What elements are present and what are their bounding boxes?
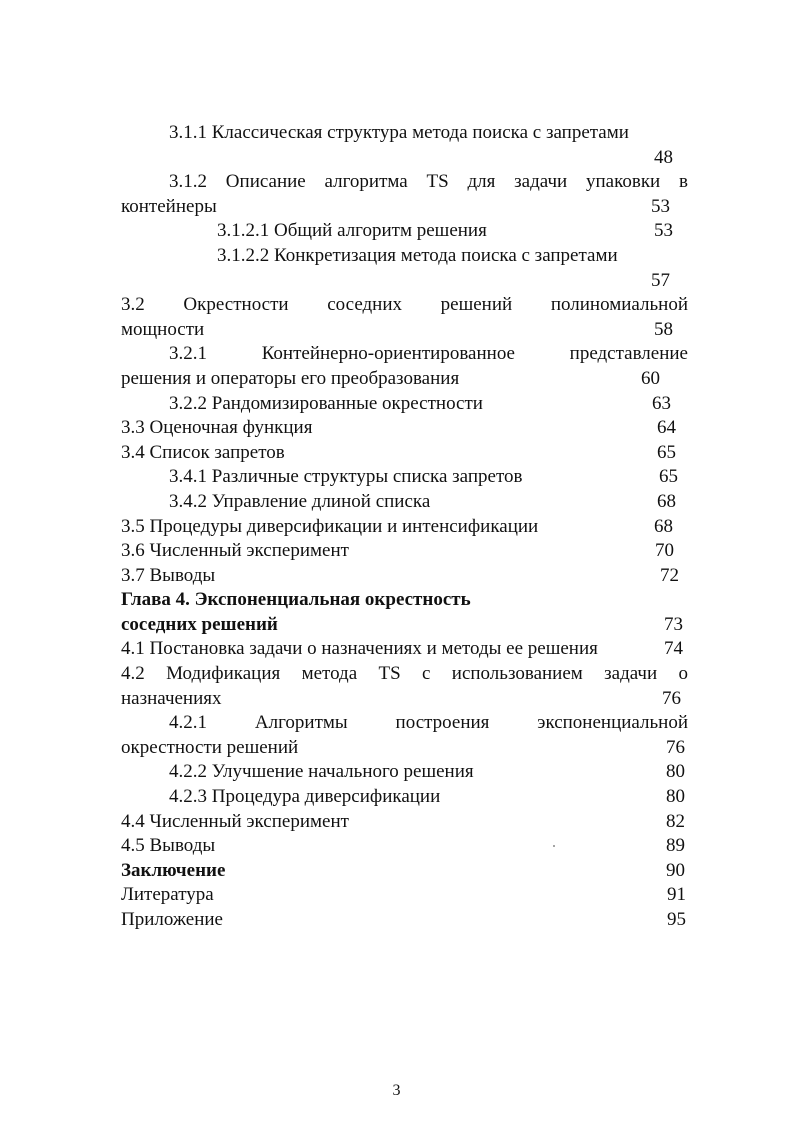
toc-entry-3-1-2-1	[121, 219, 688, 244]
toc-entry-3-6	[121, 539, 688, 564]
toc-entry-3-2-1	[121, 342, 688, 367]
toc-entry-title: 4.2 Модификация метода TS с использованием задачи о	[121, 663, 688, 685]
toc-page-number: 53	[654, 220, 673, 242]
toc-entry-3-2-cont	[121, 318, 688, 343]
toc-page-number: 48	[654, 146, 673, 168]
toc-entry-3-1-2-2-page-line	[121, 269, 688, 294]
toc-page-number: 82	[666, 810, 685, 832]
toc-page-number: 57	[651, 269, 670, 291]
toc-entry-3-1-1-page-line	[121, 146, 688, 171]
toc-entry-title-cont: окрестности решений	[121, 736, 299, 758]
toc-page-number: 64	[657, 417, 676, 439]
toc-entry-title: 4.2.3 Процедура диверсификации	[169, 786, 441, 808]
toc-entry-3-5	[121, 515, 688, 540]
toc-page-number: 72	[660, 564, 679, 586]
toc-entry-title: 3.4.1 Различные структуры списка запретов	[169, 466, 523, 488]
toc-entry-title: 3.2.1 Контейнерно-ориентированное представление	[169, 343, 688, 365]
page-number: 3	[392, 1082, 401, 1099]
toc-page-number: 68	[654, 515, 673, 537]
toc-entry-title: 3.7 Выводы	[121, 564, 216, 586]
toc-entry-title: 3.1.2 Описание алгоритма TS для задачи упаковки в	[169, 171, 688, 193]
toc-entry-3-1-2-cont	[121, 195, 688, 220]
toc-entry-4-2-2	[121, 760, 688, 785]
toc-entry-3-2-1-cont	[121, 367, 688, 392]
toc-entry-4-2-1	[121, 711, 688, 736]
scan-speck	[553, 845, 555, 847]
toc-entry-3-2	[121, 293, 688, 318]
toc-page-number: 53	[651, 195, 670, 217]
toc-entry-conclusion	[121, 859, 688, 884]
toc-entry-title: 3.5 Процедуры диверсификации и интенсификации	[121, 515, 539, 537]
toc-entry-title: Глава 4. Экспоненциальная окрестность	[121, 589, 471, 611]
toc-entry-title: Приложение	[121, 909, 223, 930]
toc-entry-title: 3.2 Окрестности соседних решений полиномиальной	[121, 294, 688, 316]
toc-page-number: 68	[657, 490, 676, 512]
toc-entry-title: Литература	[121, 884, 214, 906]
toc-page-number: 70	[655, 540, 674, 562]
toc-entry-3-1-2-2	[121, 244, 688, 269]
toc-entry-title: 4.1 Постановка задачи о назначениях и методы ее решения	[121, 638, 598, 660]
toc-entry-4-5	[121, 834, 688, 859]
toc-entry-title: 3.2.2 Рандомизированные окрестности	[169, 392, 483, 414]
toc-entry-4-1	[121, 637, 688, 662]
toc-entry-appendix	[121, 908, 688, 933]
toc-entry-title-cont: назначениях	[121, 687, 222, 709]
toc-entry-3-3	[121, 416, 688, 441]
toc-page-number: 76	[666, 736, 685, 758]
toc-entry-3-2-2	[121, 392, 688, 417]
toc-entry-title: 3.3 Оценочная функция	[121, 417, 313, 439]
toc-entry-3-7	[121, 564, 688, 589]
toc-entry-title-cont: решения и операторы его преобразования	[121, 367, 460, 389]
toc-page-number: 74	[664, 638, 683, 660]
toc-page-number: 65	[659, 466, 678, 488]
toc-entry-title-cont: соседних решений	[121, 613, 278, 635]
toc-entry-3-4	[121, 441, 688, 466]
toc-entry-4-2-3	[121, 785, 688, 810]
toc-entry-title: 3.1.2.1 Общий алгоритм решения	[217, 220, 487, 242]
toc-page-number: 91	[667, 884, 686, 906]
toc-page-number: 80	[666, 786, 685, 808]
toc-page-number: 58	[654, 318, 673, 340]
toc-page-number: 80	[666, 761, 685, 783]
toc-entry-3-4-1	[121, 465, 688, 490]
toc-entry-3-4-2	[121, 490, 688, 515]
toc-entry-title-cont: мощности	[121, 318, 205, 340]
toc-entry-3-1-2	[121, 170, 688, 195]
toc-entry-title: 3.1.1 Классическая структура метода поиска с запретами	[169, 122, 629, 143]
table-of-contents	[121, 121, 688, 933]
toc-page-number: 76	[662, 687, 681, 709]
toc-page-number: 73	[664, 613, 683, 635]
toc-page-number: 89	[666, 835, 685, 857]
toc-entry-title: 3.6 Численный эксперимент	[121, 540, 349, 562]
toc-entry-4-2-cont	[121, 687, 688, 712]
toc-page-number: 63	[652, 392, 671, 414]
toc-entry-title: 3.4 Список запретов	[121, 441, 285, 463]
toc-entry-4-4	[121, 810, 688, 835]
toc-page-number: 65	[657, 441, 676, 463]
toc-entry-title: 3.1.2.2 Конкретизация метода поиска с запретами	[217, 244, 618, 266]
toc-page-number: 60	[641, 367, 660, 389]
toc-entry-title: Заключение	[121, 859, 226, 881]
toc-entry-title: 4.4 Численный эксперимент	[121, 810, 349, 832]
toc-entry-title: 4.2.1 Алгоритмы построения экспоненциальной	[169, 712, 688, 734]
toc-entry-title-cont: контейнеры	[121, 195, 217, 217]
toc-entry-4-2-1-cont	[121, 736, 688, 761]
toc-entry-title: 3.4.2 Управление длиной списка	[169, 490, 431, 512]
toc-entry-chapter-4	[121, 588, 688, 613]
toc-entry-literature	[121, 883, 688, 908]
toc-entry-chapter-4-cont	[121, 613, 688, 638]
toc-entry-title: 4.5 Выводы	[121, 835, 216, 857]
toc-entry-4-2	[121, 662, 688, 687]
toc-page-number: 95	[667, 909, 686, 930]
toc-page-number: 90	[666, 859, 685, 881]
toc-entry-title: 4.2.2 Улучшение начального решения	[169, 761, 474, 783]
toc-entry-3-1-1	[121, 121, 688, 146]
